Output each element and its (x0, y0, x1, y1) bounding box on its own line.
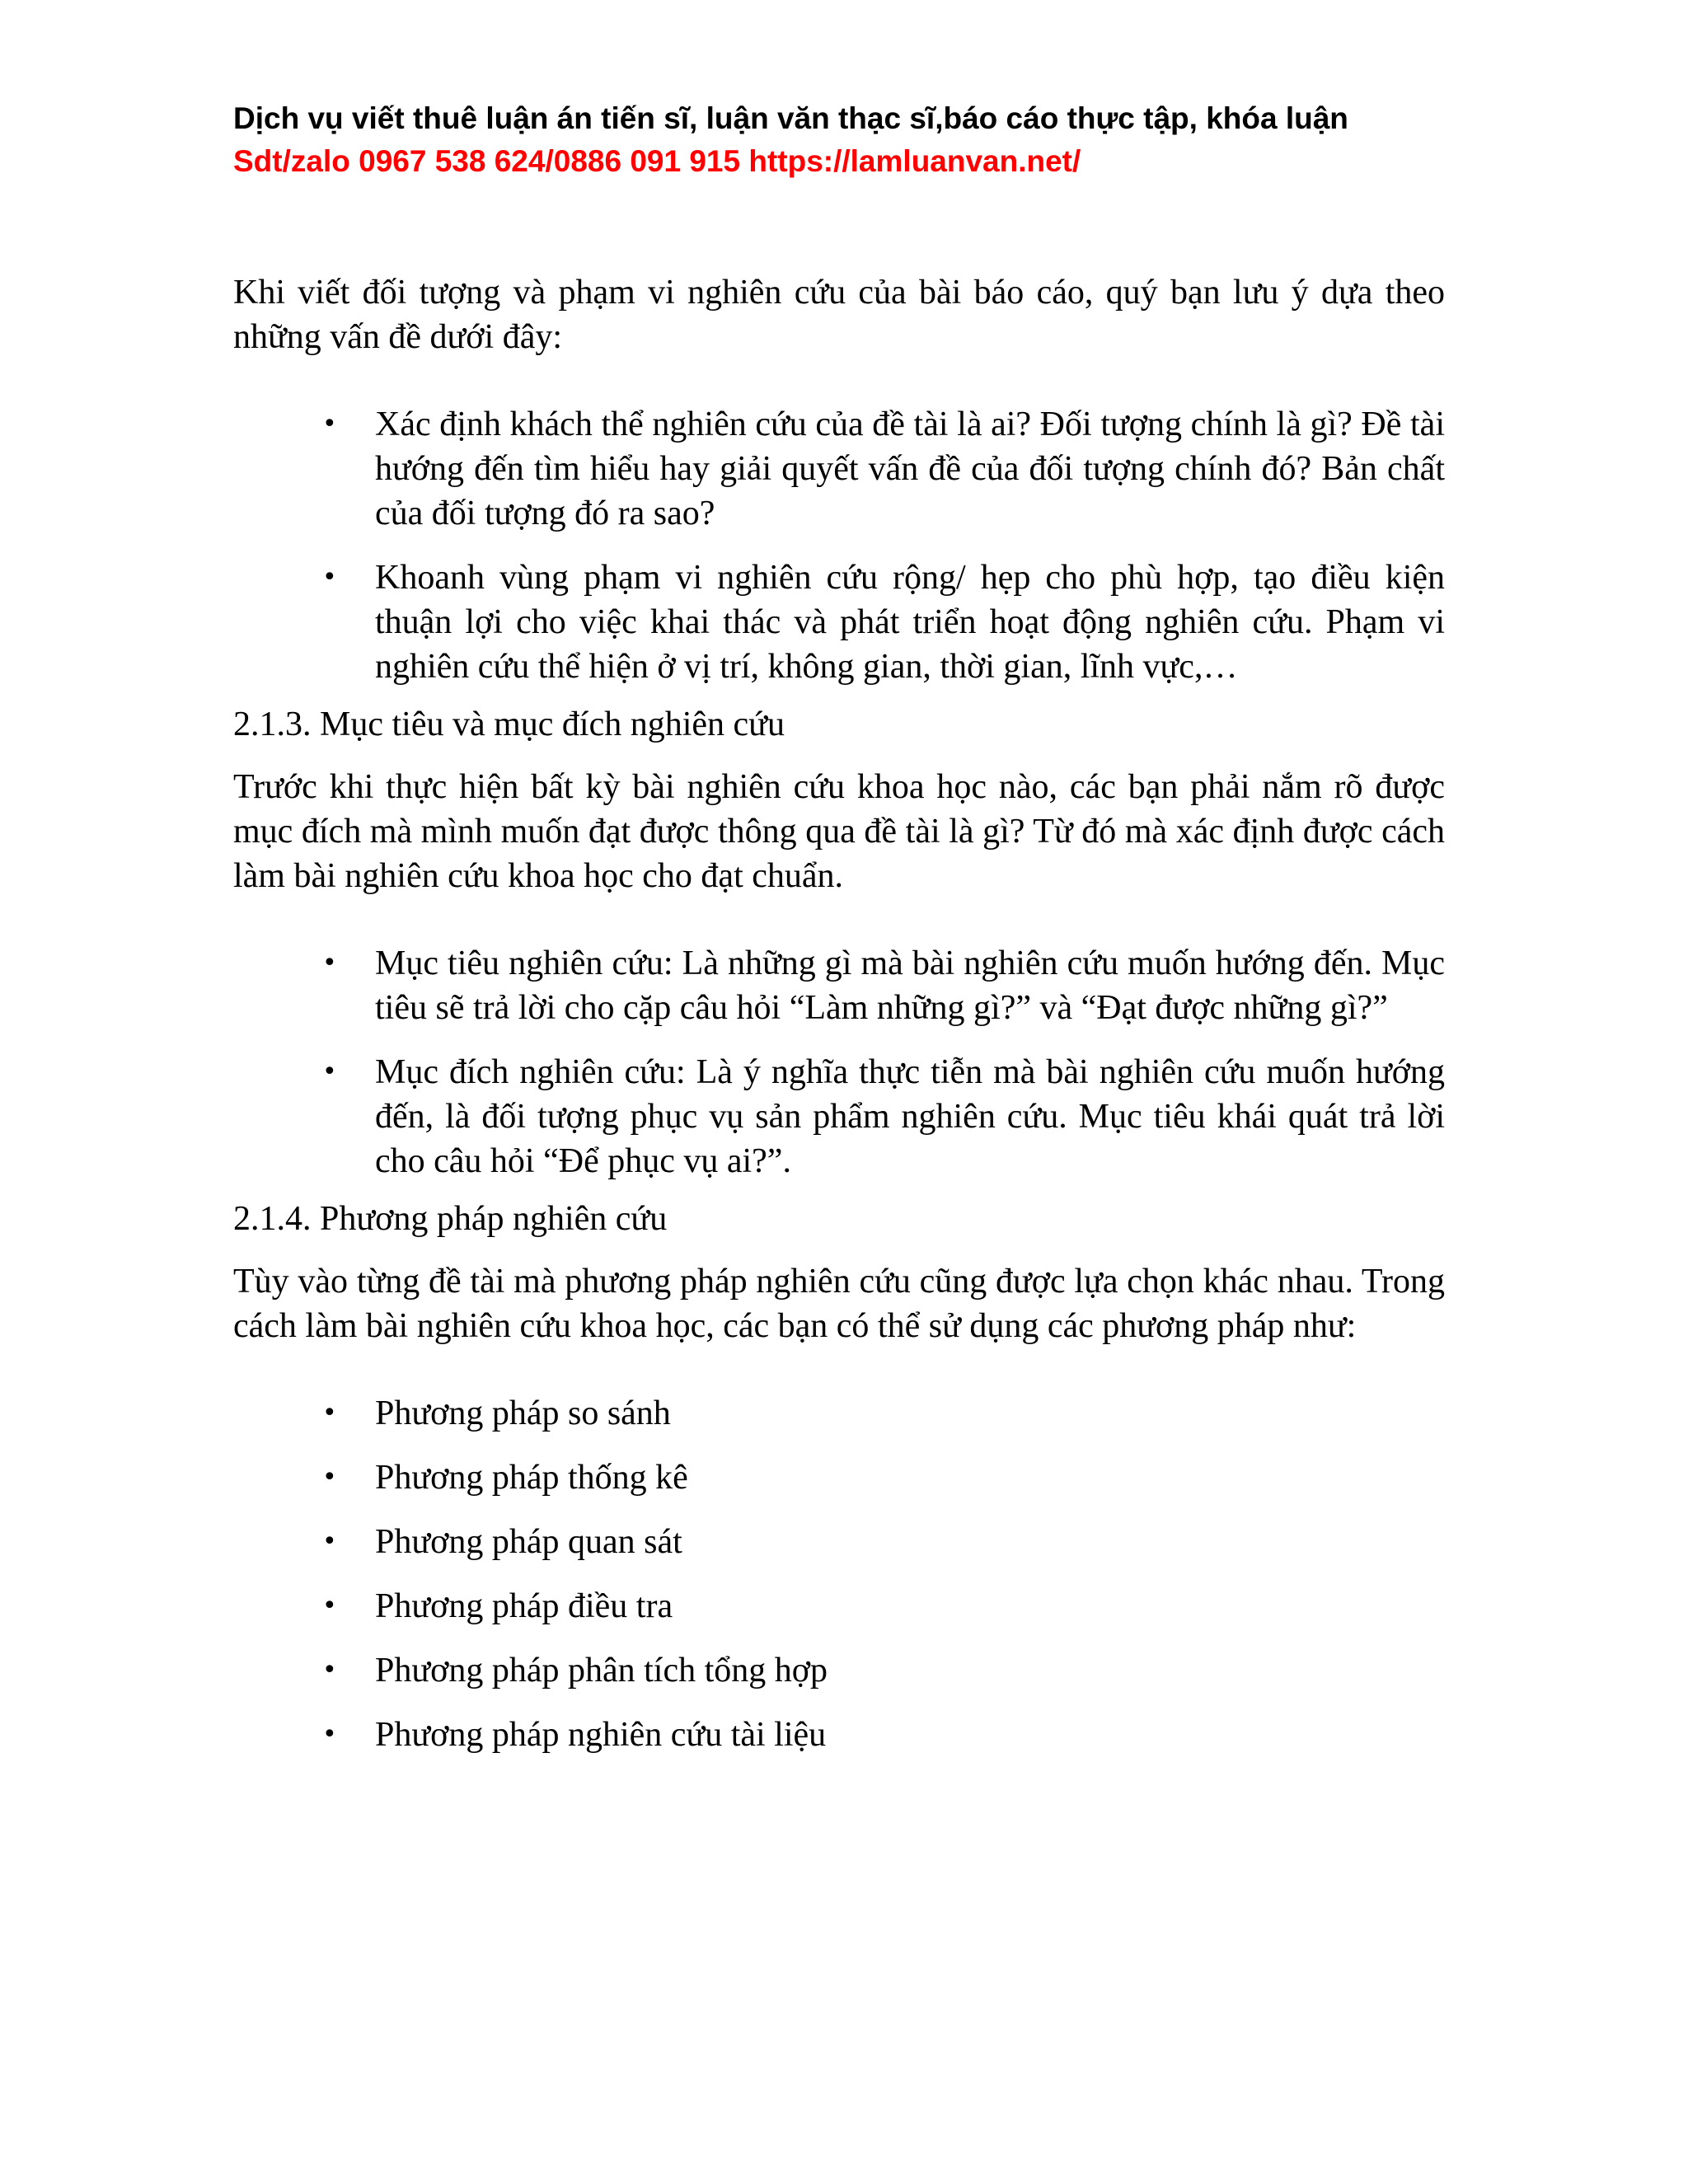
list-item (233, 555, 1445, 689)
list-item-text: Mục tiêu nghiên cứu: Là những gì mà bài nghiên cứu muốn hướng đến. Mục tiêu sẽ trả lời cho cặp câu hỏi “Làm những gì?” và “Đạt được những gì?” (375, 944, 1445, 1027)
bullet-icon: • (322, 563, 337, 592)
page-header (233, 97, 1453, 183)
list-item (233, 1584, 1445, 1629)
bullet-icon: • (322, 1057, 337, 1086)
list-item-text: Phương pháp điều tra (375, 1587, 673, 1625)
list-item (233, 1713, 1445, 1757)
list-item (233, 402, 1445, 536)
list-item (233, 1520, 1445, 1564)
list-item-text: Phương pháp thống kê (375, 1459, 688, 1497)
list-item (233, 1648, 1445, 1693)
bullet-icon: • (322, 1720, 337, 1749)
list-item (233, 941, 1445, 1030)
document-body (233, 270, 1445, 1757)
bullet-icon: • (322, 1656, 337, 1685)
section-heading-2-1-3: 2.1.3. Mục tiêu và mục đích nghiên cứu (233, 705, 785, 743)
bullet-icon: • (322, 949, 337, 977)
section-2-1-3-paragraph: Trước khi thực hiện bất kỳ bài nghiên cứu khoa học nào, các bạn phải nắm rõ được mục đích mà mình muốn đạt được thông qua đề tài là gì? Từ đó mà xác định được cách làm bài nghiên cứu khoa học cho đạt chuẩn. (233, 768, 1445, 895)
list-item-text: Phương pháp so sánh (375, 1394, 671, 1432)
bullet-icon: • (322, 1399, 337, 1427)
header-service-line: Dịch vụ viết thuê luận án tiến sĩ, luận văn thạc sĩ,báo cáo thực tập, khóa luận (233, 101, 1348, 135)
list-item-text: Mục đích nghiên cứu: Là ý nghĩa thực tiễn mà bài nghiên cứu muốn hướng đến, là đối tượng phục vụ sản phẩm nghiên cứu. Mục tiêu khái quát trả lời cho câu hỏi “Để phục vụ ai?”. (375, 1053, 1445, 1180)
bullet-icon: • (322, 1527, 337, 1556)
scope-bullet-list (233, 402, 1445, 689)
section-heading-2-1-4: 2.1.4. Phương pháp nghiên cứu (233, 1200, 668, 1238)
list-item-text: Phương pháp quan sát (375, 1523, 682, 1561)
list-item (233, 1455, 1445, 1500)
methods-bullet-list (233, 1391, 1445, 1757)
objectives-bullet-list (233, 941, 1445, 1183)
bullet-icon: • (322, 1463, 337, 1492)
bullet-icon: • (322, 1591, 337, 1620)
section-2-1-4-paragraph: Tùy vào từng đề tài mà phương pháp nghiên cứu cũng được lựa chọn khác nhau. Trong cách làm bài nghiên cứu khoa học, các bạn có thể sử dụng các phương pháp như: (233, 1263, 1445, 1345)
list-item (233, 1391, 1445, 1436)
list-item (233, 1050, 1445, 1183)
intro-paragraph: Khi viết đối tượng và phạm vi nghiên cứu của bài báo cáo, quý bạn lưu ý dựa theo những vấn đề dưới đây: (233, 274, 1445, 356)
list-item-text: Xác định khách thể nghiên cứu của đề tài là ai? Đối tượng chính là gì? Đề tài hướng đến tìm hiểu hay giải quyết vấn đề của đối tượng chính đó? Bản chất của đối tượng đó ra sao? (375, 405, 1445, 532)
header-contact-line: Sdt/zalo 0967 538 624/0886 091 915 https://lamluanvan.net/ (233, 144, 1081, 178)
list-item-text: Phương pháp phân tích tổng hợp (375, 1652, 828, 1690)
list-item-text: Khoanh vùng phạm vi nghiên cứu rộng/ hẹp cho phù hợp, tạo điều kiện thuận lợi cho việc khai thác và phát triển hoạt động nghiên cứu. Phạm vi nghiên cứu thể hiện ở vị trí, không gian, thời gian, lĩnh vực,… (375, 559, 1445, 686)
bullet-icon: • (322, 410, 337, 438)
list-item-text: Phương pháp nghiên cứu tài liệu (375, 1716, 827, 1754)
